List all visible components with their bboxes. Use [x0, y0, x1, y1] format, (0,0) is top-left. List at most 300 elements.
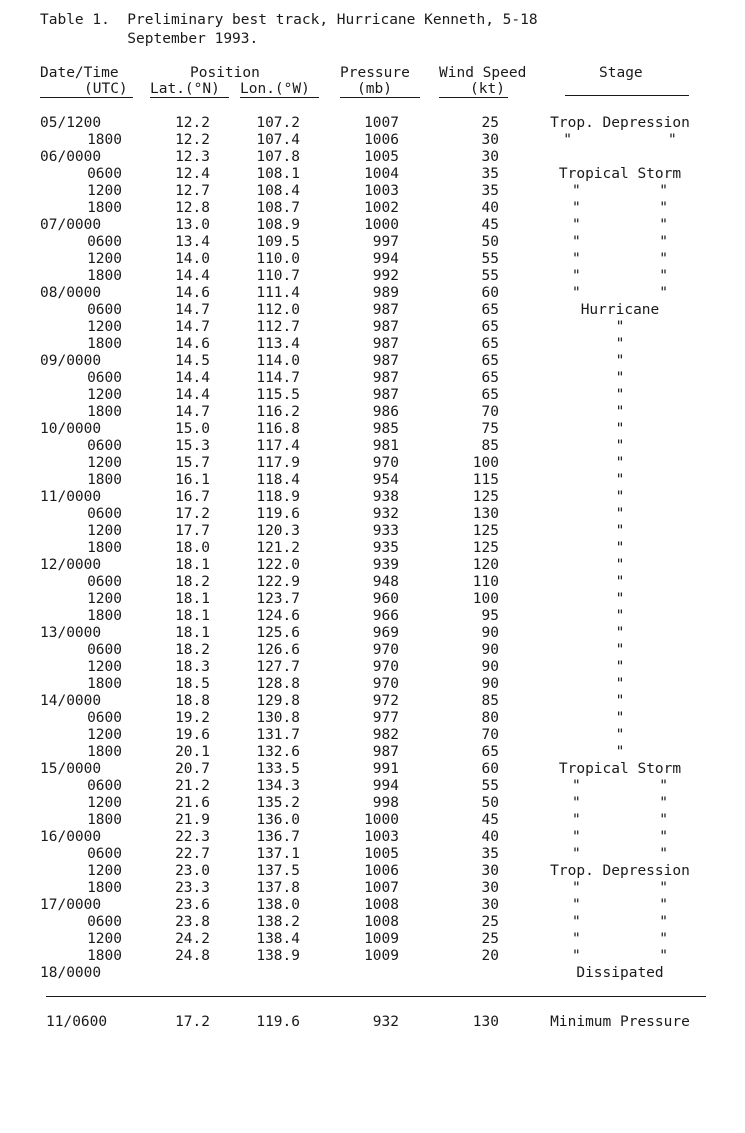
pressure-cell: 1007 — [364, 115, 399, 131]
table-row — [0, 251, 745, 268]
lon-cell: 137.1 — [256, 846, 300, 862]
date-cell: 15/0000 — [40, 761, 102, 777]
pressure-cell: 1000 — [364, 217, 399, 233]
date-cell: 1200 — [87, 727, 122, 743]
table-row — [0, 302, 745, 319]
table-row — [0, 438, 745, 455]
pressure-cell: 1002 — [364, 200, 399, 216]
stage-cell: " — [615, 472, 625, 488]
lat-cell: 14.0 — [175, 251, 210, 267]
date-cell: 10/0000 — [40, 421, 102, 437]
wind-cell: 65 — [481, 387, 499, 403]
lon-cell: 115.5 — [256, 387, 300, 403]
stage-cell: " — [615, 319, 625, 335]
lat-cell: 18.1 — [175, 591, 210, 607]
header-date-time: Date/Time — [40, 65, 119, 81]
stage-cell: " " — [571, 914, 669, 930]
table-row — [0, 183, 745, 200]
table-row — [0, 795, 745, 812]
stage-cell: " — [615, 455, 625, 471]
wind-cell: 45 — [481, 812, 499, 828]
lon-cell: 118.9 — [256, 489, 300, 505]
pressure-cell: 977 — [372, 710, 399, 726]
lon-cell: 112.0 — [256, 302, 300, 318]
table-row — [0, 540, 745, 557]
lon-cell: 116.2 — [256, 404, 300, 420]
lon-cell: 136.0 — [256, 812, 300, 828]
date-cell: 0600 — [87, 506, 122, 522]
date-cell: 1800 — [87, 200, 122, 216]
table-row — [0, 931, 745, 948]
stage-cell: " — [615, 574, 625, 590]
date-cell: 05/1200 — [40, 115, 102, 131]
date-cell: 1200 — [87, 251, 122, 267]
table-row — [0, 268, 745, 285]
pressure-cell: 1008 — [364, 897, 399, 913]
lon-cell: 114.7 — [256, 370, 300, 386]
lon-cell: 112.7 — [256, 319, 300, 335]
wind-cell: 40 — [481, 829, 499, 845]
wind-cell: 120 — [472, 557, 499, 573]
pressure-cell: 987 — [372, 336, 399, 352]
header-pressure: Pressure — [340, 65, 410, 81]
lat-cell: 14.4 — [175, 370, 210, 386]
lat-cell: 24.2 — [175, 931, 210, 947]
date-cell: 0600 — [87, 710, 122, 726]
header-lon: Lon.(°W) — [240, 81, 310, 97]
wind-cell: 55 — [481, 268, 499, 284]
lat-cell: 16.7 — [175, 489, 210, 505]
lat-cell: 16.1 — [175, 472, 210, 488]
lat-cell: 14.7 — [175, 302, 210, 318]
header-lat: Lat.(°N) — [150, 81, 220, 97]
lat-cell: 18.1 — [175, 557, 210, 573]
lat-cell: 12.2 — [175, 115, 210, 131]
pressure-cell: 970 — [372, 659, 399, 675]
lon-cell: 121.2 — [256, 540, 300, 556]
lon-cell: 138.4 — [256, 931, 300, 947]
pressure-cell: 987 — [372, 353, 399, 369]
lat-cell: 13.4 — [175, 234, 210, 250]
wind-cell: 70 — [481, 404, 499, 420]
lat-cell: 14.5 — [175, 353, 210, 369]
wind-cell: 40 — [481, 200, 499, 216]
table-row — [0, 846, 745, 863]
table-row — [0, 676, 745, 693]
stage-cell: " — [615, 404, 625, 420]
pressure-cell: 932 — [372, 506, 399, 522]
date-cell: 0600 — [87, 778, 122, 794]
header-lat-underline — [150, 97, 229, 98]
date-cell: 1200 — [87, 455, 122, 471]
summary-stage: Minimum Pressure — [550, 1014, 690, 1030]
stage-cell: " " — [571, 897, 669, 913]
pressure-cell: 1005 — [364, 149, 399, 165]
date-cell: 13/0000 — [40, 625, 102, 641]
wind-cell: 100 — [472, 455, 499, 471]
summary-divider — [46, 996, 706, 997]
lat-cell: 18.5 — [175, 676, 210, 692]
lon-cell: 138.0 — [256, 897, 300, 913]
stage-cell: " — [615, 744, 625, 760]
lat-cell: 12.7 — [175, 183, 210, 199]
table-row — [0, 557, 745, 574]
date-cell: 0600 — [87, 302, 122, 318]
lon-cell: 126.6 — [256, 642, 300, 658]
header-pressure-underline — [340, 97, 420, 98]
table-row — [0, 455, 745, 472]
lon-cell: 123.7 — [256, 591, 300, 607]
pressure-cell: 1005 — [364, 846, 399, 862]
wind-cell: 65 — [481, 370, 499, 386]
header-lon-underline — [240, 97, 319, 98]
lat-cell: 13.0 — [175, 217, 210, 233]
wind-cell: 90 — [481, 625, 499, 641]
table-row — [0, 506, 745, 523]
pressure-cell: 933 — [372, 523, 399, 539]
table-row — [0, 642, 745, 659]
lon-cell: 137.8 — [256, 880, 300, 896]
header-kt: (kt) — [470, 81, 505, 97]
lon-cell: 138.2 — [256, 914, 300, 930]
stage-cell: " " — [571, 931, 669, 947]
date-cell: 1200 — [87, 183, 122, 199]
table-row — [0, 778, 745, 795]
wind-cell: 60 — [481, 285, 499, 301]
lat-cell: 18.0 — [175, 540, 210, 556]
table-row — [0, 353, 745, 370]
summary-lon: 119.6 — [256, 1014, 300, 1030]
table-row — [0, 217, 745, 234]
date-cell: 0600 — [87, 370, 122, 386]
date-cell: 1800 — [87, 880, 122, 896]
lat-cell: 22.7 — [175, 846, 210, 862]
wind-cell: 55 — [481, 778, 499, 794]
stage-cell: " " — [571, 183, 669, 199]
wind-cell: 60 — [481, 761, 499, 777]
pressure-cell: 1003 — [364, 183, 399, 199]
wind-cell: 30 — [481, 149, 499, 165]
date-cell: 1200 — [87, 319, 122, 335]
pressure-cell: 1003 — [364, 829, 399, 845]
lon-cell: 108.7 — [256, 200, 300, 216]
pressure-cell: 987 — [372, 319, 399, 335]
lat-cell: 14.6 — [175, 336, 210, 352]
pressure-cell: 948 — [372, 574, 399, 590]
table-row — [0, 234, 745, 251]
stage-cell: " " — [571, 880, 669, 896]
table-title-line-2: September 1993. — [40, 31, 259, 47]
header-position: Position — [190, 65, 260, 81]
table-row — [0, 727, 745, 744]
date-cell: 1800 — [87, 744, 122, 760]
wind-cell: 65 — [481, 302, 499, 318]
lon-cell: 120.3 — [256, 523, 300, 539]
lon-cell: 138.9 — [256, 948, 300, 964]
stage-cell: Dissipated — [576, 965, 664, 981]
wind-cell: 30 — [481, 863, 499, 879]
lat-cell: 23.3 — [175, 880, 210, 896]
table-row — [0, 897, 745, 914]
stage-cell: " " — [571, 200, 669, 216]
table-row — [0, 965, 745, 982]
pressure-cell: 1000 — [364, 812, 399, 828]
header-stage: Stage — [599, 65, 643, 81]
pressure-cell: 970 — [372, 676, 399, 692]
stage-cell: " — [615, 591, 625, 607]
lat-cell: 17.7 — [175, 523, 210, 539]
pressure-cell: 997 — [372, 234, 399, 250]
lon-cell: 117.9 — [256, 455, 300, 471]
table-row — [0, 625, 745, 642]
lat-cell: 12.3 — [175, 149, 210, 165]
pressure-cell: 960 — [372, 591, 399, 607]
lon-cell: 122.0 — [256, 557, 300, 573]
date-cell: 1800 — [87, 132, 122, 148]
table-row — [0, 812, 745, 829]
lon-cell: 135.2 — [256, 795, 300, 811]
pressure-cell: 994 — [372, 251, 399, 267]
wind-cell: 55 — [481, 251, 499, 267]
wind-cell: 90 — [481, 659, 499, 675]
summary-pressure: 932 — [372, 1014, 399, 1030]
table-row — [0, 472, 745, 489]
stage-cell: " " — [571, 285, 669, 301]
lat-cell: 14.6 — [175, 285, 210, 301]
date-cell: 1800 — [87, 676, 122, 692]
date-cell: 0600 — [87, 642, 122, 658]
date-cell: 1200 — [87, 387, 122, 403]
wind-cell: 65 — [481, 336, 499, 352]
stage-cell: " " — [571, 268, 669, 284]
wind-cell: 30 — [481, 132, 499, 148]
stage-cell: " — [615, 557, 625, 573]
stage-cell: " — [615, 506, 625, 522]
lon-cell: 114.0 — [256, 353, 300, 369]
stage-cell: " — [615, 710, 625, 726]
header-stage-underline — [565, 95, 689, 96]
lat-cell: 15.0 — [175, 421, 210, 437]
table-row — [0, 693, 745, 710]
table-row — [0, 285, 745, 302]
wind-cell: 25 — [481, 115, 499, 131]
table-row — [0, 829, 745, 846]
date-cell: 07/0000 — [40, 217, 102, 233]
stage-cell: " — [615, 489, 625, 505]
lon-cell: 127.7 — [256, 659, 300, 675]
wind-cell: 35 — [481, 183, 499, 199]
stage-cell: " " — [571, 217, 669, 233]
table-row — [0, 659, 745, 676]
pressure-cell: 985 — [372, 421, 399, 437]
pressure-cell: 1009 — [364, 931, 399, 947]
table-row — [0, 115, 745, 132]
date-cell: 1200 — [87, 931, 122, 947]
table-row — [0, 863, 745, 880]
wind-cell: 80 — [481, 710, 499, 726]
table-row — [0, 132, 745, 149]
table-row — [0, 574, 745, 591]
stage-cell: " " — [571, 778, 669, 794]
header-mb: (mb) — [357, 81, 392, 97]
date-cell: 11/0000 — [40, 489, 102, 505]
wind-cell: 30 — [481, 880, 499, 896]
table-row — [0, 914, 745, 931]
lon-cell: 122.9 — [256, 574, 300, 590]
table-body — [0, 115, 745, 982]
header-wind-underline — [439, 97, 508, 98]
wind-cell: 110 — [472, 574, 499, 590]
table-row — [0, 523, 745, 540]
stage-cell: Tropical Storm — [558, 761, 682, 777]
date-cell: 0600 — [87, 846, 122, 862]
pressure-cell: 982 — [372, 727, 399, 743]
date-cell: 1800 — [87, 404, 122, 420]
lat-cell: 12.4 — [175, 166, 210, 182]
stage-cell: " " — [571, 234, 669, 250]
pressure-cell: 954 — [372, 472, 399, 488]
pressure-cell: 989 — [372, 285, 399, 301]
stage-cell: Tropical Storm — [558, 166, 682, 182]
stage-cell: " " — [571, 812, 669, 828]
wind-cell: 125 — [472, 489, 499, 505]
lat-cell: 19.6 — [175, 727, 210, 743]
summary-lat: 17.2 — [175, 1014, 210, 1030]
stage-cell: Trop. Depression — [550, 115, 690, 131]
lat-cell: 21.6 — [175, 795, 210, 811]
stage-cell: Hurricane — [580, 302, 660, 318]
date-cell: 18/0000 — [40, 965, 102, 981]
lon-cell: 113.4 — [256, 336, 300, 352]
stage-cell: " " — [571, 795, 669, 811]
lon-cell: 130.8 — [256, 710, 300, 726]
table-row — [0, 370, 745, 387]
header-wind-speed: Wind Speed — [439, 65, 527, 81]
date-cell: 0600 — [87, 438, 122, 454]
wind-cell: 25 — [481, 931, 499, 947]
lat-cell: 18.2 — [175, 574, 210, 590]
lon-cell: 107.8 — [256, 149, 300, 165]
summary-date: 11/0600 — [46, 1014, 108, 1030]
lat-cell: 14.4 — [175, 268, 210, 284]
table-row — [0, 319, 745, 336]
date-cell: 12/0000 — [40, 557, 102, 573]
date-cell: 08/0000 — [40, 285, 102, 301]
pressure-cell: 970 — [372, 455, 399, 471]
lon-cell: 133.5 — [256, 761, 300, 777]
wind-cell: 50 — [481, 795, 499, 811]
stage-cell: " — [615, 693, 625, 709]
lon-cell: 110.0 — [256, 251, 300, 267]
lat-cell: 20.7 — [175, 761, 210, 777]
stage-cell: " — [615, 608, 625, 624]
pressure-cell: 1008 — [364, 914, 399, 930]
lat-cell: 18.1 — [175, 608, 210, 624]
lat-cell: 19.2 — [175, 710, 210, 726]
stage-cell: " — [615, 370, 625, 386]
table-row — [0, 744, 745, 761]
lat-cell: 12.8 — [175, 200, 210, 216]
wind-cell: 130 — [472, 506, 499, 522]
date-cell: 1200 — [87, 591, 122, 607]
wind-cell: 65 — [481, 744, 499, 760]
pressure-cell: 966 — [372, 608, 399, 624]
wind-cell: 90 — [481, 642, 499, 658]
date-cell: 16/0000 — [40, 829, 102, 845]
lat-cell: 17.2 — [175, 506, 210, 522]
wind-cell: 125 — [472, 540, 499, 556]
summary-wind: 130 — [472, 1014, 499, 1030]
pressure-cell: 991 — [372, 761, 399, 777]
pressure-cell: 994 — [372, 778, 399, 794]
pressure-cell: 970 — [372, 642, 399, 658]
wind-cell: 90 — [481, 676, 499, 692]
lat-cell: 12.2 — [175, 132, 210, 148]
lon-cell: 136.7 — [256, 829, 300, 845]
lat-cell: 23.8 — [175, 914, 210, 930]
lat-cell: 21.2 — [175, 778, 210, 794]
lat-cell: 15.7 — [175, 455, 210, 471]
date-cell: 1200 — [87, 659, 122, 675]
date-cell: 1200 — [87, 795, 122, 811]
wind-cell: 35 — [481, 846, 499, 862]
lat-cell: 20.1 — [175, 744, 210, 760]
lon-cell: 109.5 — [256, 234, 300, 250]
table-row — [0, 387, 745, 404]
stage-cell: " — [615, 523, 625, 539]
table-row — [0, 489, 745, 506]
wind-cell: 65 — [481, 319, 499, 335]
lat-cell: 18.2 — [175, 642, 210, 658]
stage-cell: " " — [571, 846, 669, 862]
pressure-cell: 992 — [372, 268, 399, 284]
wind-cell: 100 — [472, 591, 499, 607]
pressure-cell: 1006 — [364, 863, 399, 879]
wind-cell: 115 — [472, 472, 499, 488]
lat-cell: 14.7 — [175, 404, 210, 420]
pressure-cell: 935 — [372, 540, 399, 556]
lon-cell: 125.6 — [256, 625, 300, 641]
stage-cell: " — [615, 642, 625, 658]
lon-cell: 131.7 — [256, 727, 300, 743]
lat-cell: 18.8 — [175, 693, 210, 709]
lat-cell: 15.3 — [175, 438, 210, 454]
lon-cell: 129.8 — [256, 693, 300, 709]
pressure-cell: 987 — [372, 302, 399, 318]
header-date-underline — [40, 97, 133, 98]
table-row — [0, 200, 745, 217]
pressure-cell: 1009 — [364, 948, 399, 964]
stage-cell: " — [615, 421, 625, 437]
lon-cell: 124.6 — [256, 608, 300, 624]
table-row — [0, 421, 745, 438]
lon-cell: 111.4 — [256, 285, 300, 301]
lat-cell: 23.6 — [175, 897, 210, 913]
wind-cell: 65 — [481, 353, 499, 369]
header-utc: (UTC) — [84, 81, 128, 97]
table-row — [0, 149, 745, 166]
date-cell: 0600 — [87, 914, 122, 930]
date-cell: 0600 — [87, 166, 122, 182]
table-row — [0, 608, 745, 625]
pressure-cell: 939 — [372, 557, 399, 573]
date-cell: 1200 — [87, 523, 122, 539]
lon-cell: 119.6 — [256, 506, 300, 522]
date-cell: 0600 — [87, 234, 122, 250]
lon-cell: 134.3 — [256, 778, 300, 794]
pressure-cell: 969 — [372, 625, 399, 641]
wind-cell: 75 — [481, 421, 499, 437]
